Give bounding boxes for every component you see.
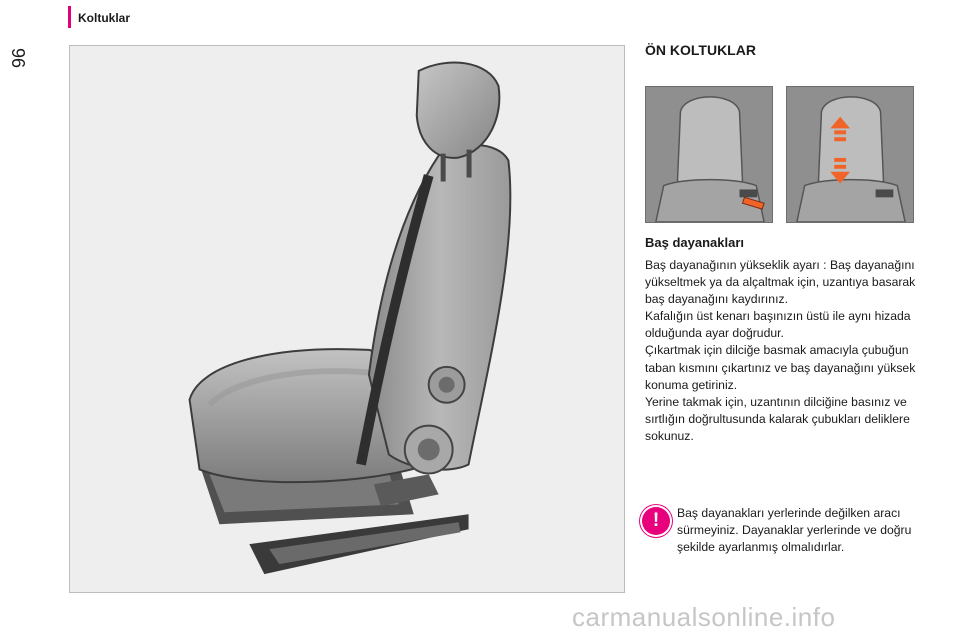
headrest-thumbnail-height: [786, 86, 914, 223]
warning-text: Baş dayanakları yerlerinde değilken aracı sürmeyiniz. Dayanaklar yerlerinde ve doğru şekilde ayarlanmış olmalıdırlar.: [677, 506, 912, 555]
accent-bar: [68, 6, 71, 28]
headrest-thumbnail-release: [645, 86, 773, 223]
section-title: Koltuklar: [78, 11, 131, 25]
car-seat-illustration-icon: [70, 46, 624, 592]
paragraph-correct-position: Kafalığın üst kenarı başınızın üstü ile aynı hizada olduğunda ayar doğrudur.: [645, 309, 911, 341]
headrest-up-down-arrows-icon: [787, 87, 913, 222]
paragraph-refitting: Yerine takmak için, uzantının dilciğine basınız ve sırtlığın doğrultusunda kalarak çubukları deliklere sokunuz.: [645, 394, 910, 443]
headrest-release-arrow-icon: [646, 87, 772, 222]
headrest-instructions: [645, 257, 935, 445]
headrests-heading: Baş dayanakları: [645, 235, 745, 250]
section-heading: ÖN KOLTUKLAR: [645, 42, 756, 58]
seat-figure: [69, 45, 625, 593]
watermark: carmanualsonline.info: [572, 602, 836, 632]
warning-icon: !: [642, 507, 670, 535]
paragraph-removal: Çıkartmak için dilciğe basmak amacıyla çubuğun taban kısmını çıkartınız ve baş dayanağını yüksek konuma getiriniz.: [645, 343, 916, 392]
page-number: 96: [8, 48, 28, 69]
paragraph-height-adjustment: Baş dayanağının yükseklik ayarı : Baş dayanağını yükseltmek ya da alçaltmak için, uzantıya basarak baş dayanağını kaydırınız.: [645, 258, 916, 307]
